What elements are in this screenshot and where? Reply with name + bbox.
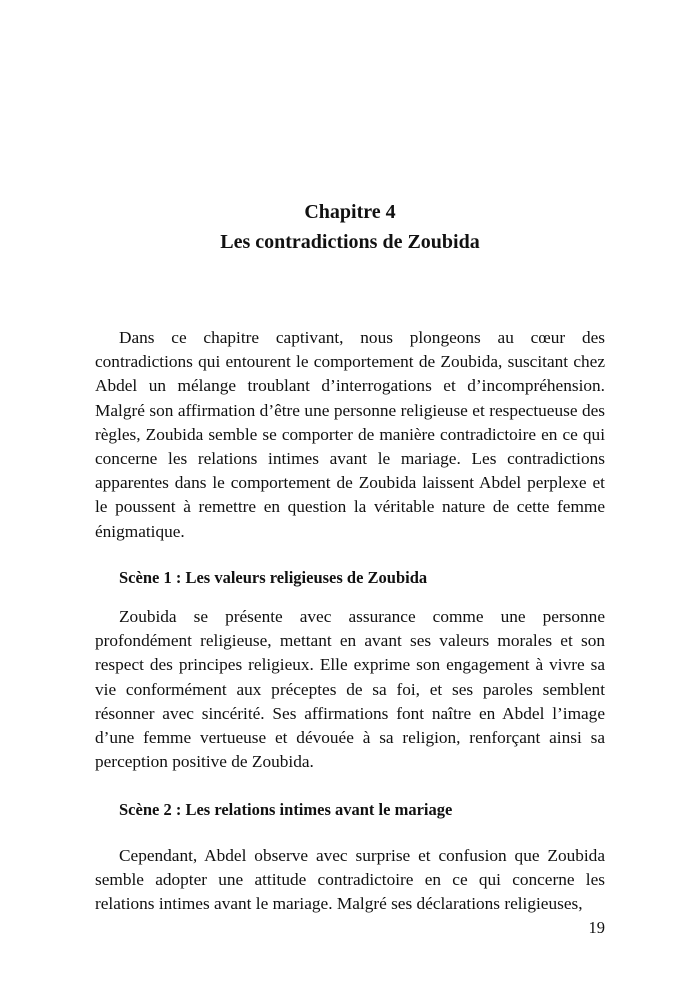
- chapter-title: Les contradictions de Zoubida: [220, 231, 480, 253]
- chapter-number: Chapitre 4: [304, 201, 396, 223]
- scene-1-paragraph: Zoubida se présente avec assurance comme une personne profondément religieuse, mettant en avant ses valeurs morales et son respect des principes religieux. Elle exprime son engagement à vivre sa vie conformément aux préceptes de sa foi, et ses paroles semblent résonner avec sincérité. Ses affirmations font naître en Abdel l’image d’une femme vertueuse et dévouée à sa religion, renforçant ainsi sa perception positive de Zoubida.: [95, 607, 605, 772]
- scene-2-heading: Scène 2 : Les relations intimes avant le mariage: [119, 800, 453, 819]
- page-number: 19: [588, 918, 605, 937]
- intro-paragraph: Dans ce chapitre captivant, nous plongeons au cœur des contradictions qui entourent le comportement de Zoubida, suscitant chez Abdel un mélange troublant d’interrogations et d’incompréhension. Malgré son affirmation d’être une personne religieuse et respectueuse des règles, Zoubida semble se comporter de manière contradictoire en ce qui concerne les relations intimes avant le mariage. Les contradictions apparentes dans le comportement de Zoubida laissent Abdel perplexe et le poussent à remettre en question la véritable nature de cette femme énigmatique.: [95, 328, 605, 541]
- scene-1-heading: Scène 1 : Les valeurs religieuses de Zoubida: [119, 568, 428, 587]
- scene-2-paragraph: Cependant, Abdel observe avec surprise et confusion que Zoubida semble adopter une attitude contradictoire en ce qui concerne les relations intimes avant le mariage. Malgré ses déclarations religieuses,: [95, 846, 605, 914]
